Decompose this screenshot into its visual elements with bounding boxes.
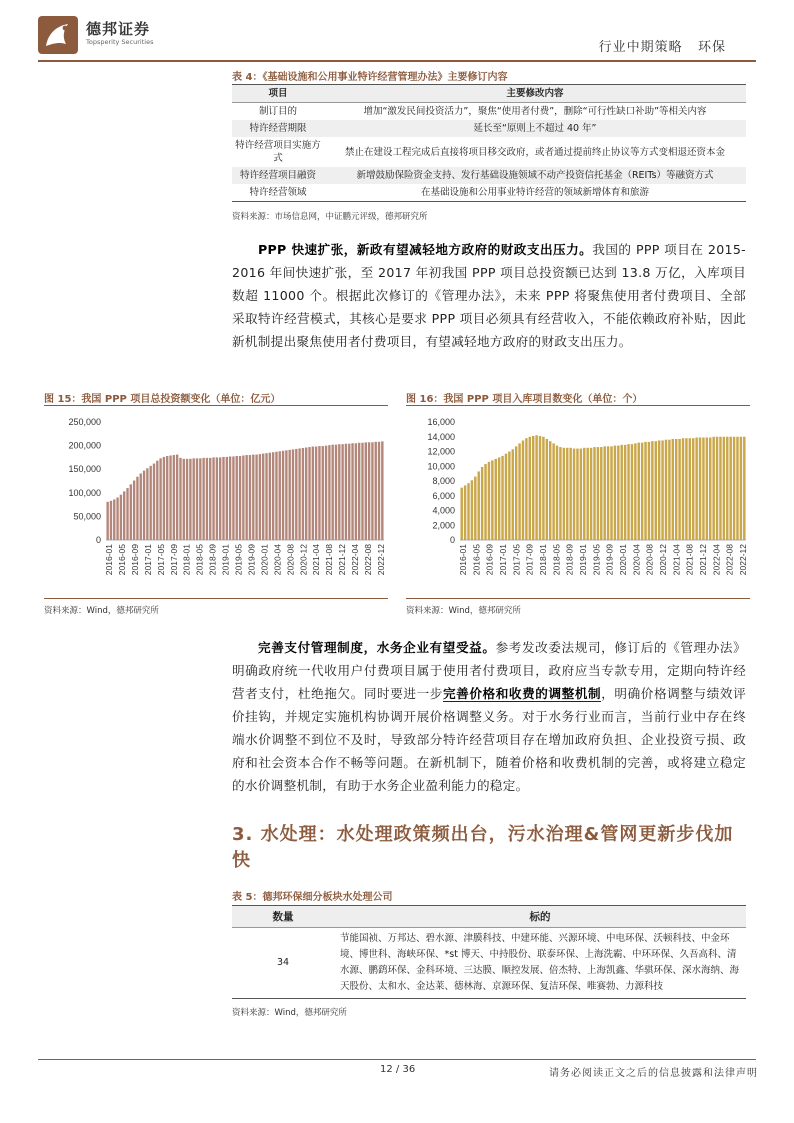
fig15-bar xyxy=(153,464,155,540)
fig15-bar xyxy=(255,455,257,540)
fig15-bar xyxy=(226,457,228,540)
fig16-x-tick: 2016-01 xyxy=(458,544,468,576)
fig16-bar xyxy=(495,459,497,540)
fig15-bar xyxy=(368,442,370,540)
fig16-bar xyxy=(484,464,486,540)
page-number: 12 / 36 xyxy=(380,1064,416,1075)
fig16-bar xyxy=(590,448,592,540)
fig15-bar xyxy=(143,471,145,540)
fig16-bar xyxy=(689,438,691,540)
fig15-x-tick: 2018-09 xyxy=(207,544,218,576)
fig15-bar xyxy=(146,468,148,540)
fig16-bar xyxy=(672,439,674,540)
fig15-x-tick: 2021-08 xyxy=(324,544,335,576)
fig15-chart xyxy=(44,410,388,595)
fig16-x-tick: 2019-01 xyxy=(578,544,588,576)
fig16-bar xyxy=(661,440,663,540)
fig15-bar xyxy=(292,449,294,540)
fig16-x-tick: 2019-05 xyxy=(591,544,602,576)
fig15-bar xyxy=(252,455,254,540)
fig16-bar xyxy=(695,437,697,540)
fig15-bar xyxy=(308,447,310,540)
table5-count: 34 xyxy=(232,928,334,999)
fig15-bar xyxy=(206,458,208,540)
fig15-x-tick: 2022-12 xyxy=(376,544,386,576)
fig15-x-tick: 2020-08 xyxy=(285,544,296,576)
fig15-y-tick: 0 xyxy=(95,535,101,545)
fig16-bar xyxy=(600,447,602,540)
fig15-bar xyxy=(341,444,343,540)
fig15-bar xyxy=(183,459,185,540)
fig15-bar xyxy=(328,445,330,540)
fig16-bar xyxy=(610,446,612,540)
fig16-bar xyxy=(685,438,687,540)
fig16-bar xyxy=(583,448,585,540)
fig15-bar xyxy=(315,447,317,540)
table4-header-content: 主要修改内容 xyxy=(324,85,746,103)
table-row xyxy=(232,137,746,167)
fig16-bar xyxy=(488,462,490,540)
fig15-x-tick: 2017-05 xyxy=(155,544,166,576)
fig15-x-tick: 2018-01 xyxy=(181,544,192,576)
fig15-bar xyxy=(242,456,244,540)
fig15-bar xyxy=(173,455,175,540)
fig16-bar xyxy=(512,449,514,540)
fig15-y-tick: 150,000 xyxy=(68,464,101,475)
fig16-bar xyxy=(726,437,728,540)
table-cell: 特许经营期限 xyxy=(232,120,324,137)
table5-header-count: 数量 xyxy=(232,906,334,928)
fig15-x-tick: 2021-12 xyxy=(337,544,348,576)
table-cell: 特许经营领域 xyxy=(232,184,324,202)
fig15-x-tick: 2018-05 xyxy=(194,544,205,576)
fig16-bar xyxy=(692,438,694,540)
fig16-bar xyxy=(678,439,680,540)
paragraph-payment-text2: ，明确价格调整与绩效评价挂钩，并规定实施机构协调开展价格调整义务。对于水务行业而言，当前行业中存在终端水价调整不到位不及时，导致部分特许经营项目存在增加政府负担、企业投资亏损、政府和社会资本合作不畅等问题。在新机制下，随着价格和收费机制的完善，或将建立稳定的水价调整机制，有助于水务企业盈利能力的稳定。 xyxy=(232,686,746,793)
paragraph-payment-emphasis: 完善价格和收费的调整机制 xyxy=(442,686,602,701)
fig15-bar xyxy=(209,458,211,540)
table4-header-item: 项目 xyxy=(232,85,324,103)
fig15-y-tick: 50,000 xyxy=(73,511,101,522)
fig16-bar xyxy=(549,441,551,540)
fig16-bar xyxy=(729,437,731,540)
fig15-bar xyxy=(285,450,287,540)
fig16-x-tick: 2017-01 xyxy=(498,544,508,576)
fig16-bar xyxy=(569,448,571,540)
fig16-x-tick: 2021-08 xyxy=(684,544,695,576)
fig16-bar xyxy=(733,437,735,540)
fig16-bar xyxy=(515,446,517,540)
fig15-x-tick: 2022-04 xyxy=(350,544,361,576)
fig16-bar xyxy=(665,440,667,540)
table5-source: 资料来源：Wind，德邦研究所 xyxy=(232,1008,347,1018)
fig16-x-tick: 2018-01 xyxy=(538,544,548,576)
fig15-bar xyxy=(232,456,234,540)
fig15-bar xyxy=(236,456,238,540)
table5-header-targets: 标的 xyxy=(334,906,746,928)
fig15-bar xyxy=(140,473,142,540)
report-header xyxy=(599,36,726,55)
fig16-bar xyxy=(556,446,558,540)
fig16-bar xyxy=(542,437,544,540)
fig15-bar xyxy=(113,499,115,540)
fig15-bar xyxy=(219,457,221,540)
fig15-bar xyxy=(375,442,377,540)
fig15-x-tick: 2020-01 xyxy=(259,544,270,576)
fig15-bar xyxy=(199,458,201,540)
fig16-bar xyxy=(709,437,711,540)
fig15-x-tick: 2016-09 xyxy=(129,544,140,576)
fig15-bar xyxy=(371,442,373,540)
fig16-bar xyxy=(624,445,626,540)
fig15-source: 资料来源：Wind，德邦研究所 xyxy=(44,606,159,616)
fig16-bar xyxy=(716,437,718,540)
fig16-x-tick: 2016-09 xyxy=(484,544,495,576)
fig16-bar xyxy=(580,449,582,540)
fig15-bar xyxy=(381,441,383,540)
fig15-bar xyxy=(365,442,367,540)
section-heading: 3. 水处理：水处理政策频出台，污水治理&管网更新步伐加快 xyxy=(232,824,734,871)
fig15-bar xyxy=(159,458,161,540)
fig16-bar xyxy=(682,438,684,540)
fig15-x-tick: 2022-08 xyxy=(363,544,373,576)
table4-source: 资料来源：市场信息网，中证鹏元评级，德邦研究所 xyxy=(232,212,428,222)
fig16-bar xyxy=(559,447,561,540)
fig16-bar xyxy=(668,440,670,540)
fig16-bar xyxy=(522,440,524,540)
fig15-bar xyxy=(202,458,204,540)
fig15-bar xyxy=(302,448,304,540)
fig15-y-tick: 200,000 xyxy=(68,440,101,451)
fig15-x-tick: 2021-04 xyxy=(311,544,322,576)
fig16-bar xyxy=(491,460,493,540)
fig16-x-tick: 2022-12 xyxy=(738,544,748,576)
fig15-bar xyxy=(288,450,290,540)
table-cell: 禁止在建设工程完成后直接将项目移交政府，或者通过提前终止协议等方式变相退还资本金 xyxy=(344,146,725,158)
fig15-bar xyxy=(166,456,168,540)
fig15-y-tick: 250,000 xyxy=(68,417,101,427)
fig16-y-tick: 14,000 xyxy=(427,431,455,442)
fig16-bar xyxy=(719,437,721,540)
fig15-x-tick: 2017-09 xyxy=(168,544,179,576)
fig16-bar xyxy=(658,440,660,540)
fig15-bar xyxy=(282,451,284,540)
table5-companies: 节能国祯、万邦达、碧水源、津膜科技、中建环能、兴源环境、中电环保、沃顿科技、中金环境、博世科、海峡环保、*st 博天、中持股份、联泰环保、上海洗霸、中环环保、久吾高科、清水源、鹏鹞环保、金科环境、三达膜、顺控发展、倍杰特、上海凯鑫、华骐环保、深水海纳、海天股份、太和水、金达莱、德林海、京源环保、复洁环保、唯赛勃、力源科技 xyxy=(334,928,746,999)
fig15-bar xyxy=(272,452,274,540)
table-cell: 新增鼓励保险资金支持、发行基础设施领域不动产投资信托基金（REITs）等融资方式 xyxy=(324,167,746,184)
fig15-bar xyxy=(298,448,300,540)
fig16-title-rule xyxy=(406,405,750,406)
fig16-bar xyxy=(529,437,531,540)
fig15-title-rule xyxy=(44,405,388,406)
table-row xyxy=(232,928,746,999)
fig16-bar xyxy=(481,467,483,540)
fig15-bar xyxy=(318,446,320,540)
fig16-bar xyxy=(603,446,605,540)
fig16-bar xyxy=(699,437,701,540)
paragraph-payment-text1: 参考发改委法规司，修订后的《管理办法》明确政府统一代收用户付费项目属于使用者付费项目，政府应当专款专用，定期向特许经营者支付，杜绝拖欠。同时要进一步 xyxy=(232,640,747,701)
fig16-bar xyxy=(712,437,714,540)
fig15-bar xyxy=(279,451,281,540)
fig15-bar xyxy=(149,466,151,540)
fig15-bar xyxy=(335,445,337,540)
fig15-bar xyxy=(305,447,307,540)
fig16-bar xyxy=(518,443,520,540)
report-sector: 环保 xyxy=(697,40,726,55)
fig15-bar xyxy=(212,457,214,540)
fig15-bar xyxy=(169,456,171,540)
table-cell: 特许经营项目融资 xyxy=(232,167,324,184)
fig16-x-tick: 2020-01 xyxy=(618,544,628,576)
fig16-bar xyxy=(474,477,476,540)
fig15-bar xyxy=(193,458,195,540)
fig16-bar xyxy=(464,485,466,540)
fig15-bar xyxy=(120,495,122,540)
fig16-bar xyxy=(634,443,636,540)
table-row xyxy=(232,167,746,184)
fig16-bar xyxy=(460,488,462,540)
fig15-source-rule xyxy=(44,598,388,599)
fig15-bar xyxy=(126,488,128,540)
paragraph-ppp xyxy=(232,238,746,353)
fig16-x-tick: 2019-09 xyxy=(604,544,615,576)
fig16-bar xyxy=(614,446,616,540)
fig16-x-tick: 2021-04 xyxy=(671,544,682,576)
fig16-bar xyxy=(573,449,575,540)
fig16-bar xyxy=(566,448,568,540)
fig15-title: 图 15：我国 PPP 项目总投资额变化（单位：亿元） xyxy=(44,394,281,405)
fig15-bar xyxy=(295,449,297,540)
fig16-source: 资料来源：Wind，德邦研究所 xyxy=(406,606,521,616)
fig16-bar xyxy=(621,445,623,540)
fig16-bar xyxy=(648,442,650,540)
fig15-bar xyxy=(116,498,118,540)
fig16-bar xyxy=(467,483,469,540)
fig16-bar xyxy=(597,447,599,540)
fig16-x-tick: 2020-04 xyxy=(631,544,642,576)
fig15-bar xyxy=(259,454,261,540)
footer-divider xyxy=(38,1059,756,1060)
fig16-bar xyxy=(607,446,609,540)
fig16-bar xyxy=(563,448,565,540)
fig16-x-tick: 2018-05 xyxy=(551,544,562,576)
company-name-en: Topsperity Securities xyxy=(86,38,154,46)
report-type: 行业中期策略 xyxy=(598,40,683,55)
fig15-bar xyxy=(123,491,125,540)
fig15-bar xyxy=(325,446,327,540)
table4-caption: 表 4：《基础设施和公用事业特许经营管理办法》主要修订内容 xyxy=(232,72,508,83)
fig15-bar xyxy=(262,454,264,540)
fig15-bar xyxy=(378,442,380,540)
fig15-bar xyxy=(196,458,198,540)
table-cell: 增加“激发民间投资活力”，聚焦“使用者付费”，删除“可行性缺口补助”等相关内容 xyxy=(363,106,707,117)
fig16-x-tick: 2016-05 xyxy=(471,544,482,576)
fig16-x-tick: 2018-09 xyxy=(564,544,575,576)
fig15-bar xyxy=(156,461,158,540)
fig16-bar xyxy=(655,441,657,540)
fig15-bar xyxy=(312,447,314,540)
fig16-bar xyxy=(651,441,653,540)
fig15-bar xyxy=(110,501,112,540)
header-divider xyxy=(38,60,756,62)
fig16-bar xyxy=(675,439,677,540)
table-cell: 制订目的 xyxy=(258,106,297,117)
fig16-x-tick: 2020-12 xyxy=(658,544,668,576)
fig15-bar xyxy=(222,457,224,540)
fig16-bar xyxy=(546,439,548,540)
fig15-bar xyxy=(275,452,277,540)
fig16-y-tick: 0 xyxy=(449,535,455,545)
fig16-x-tick: 2020-08 xyxy=(644,544,655,576)
fig15-bar xyxy=(229,456,231,540)
fig16-y-tick: 8,000 xyxy=(432,476,455,486)
fig16-bar xyxy=(508,452,510,541)
fig16-bar xyxy=(532,436,534,540)
fig15-bar xyxy=(136,477,138,540)
fig15-bar xyxy=(332,445,334,540)
fig15-bar xyxy=(361,443,363,540)
fig16-bar xyxy=(702,437,704,540)
fig16-y-tick: 6,000 xyxy=(432,490,455,501)
fig16-x-tick: 2021-12 xyxy=(698,544,708,576)
fig15-bar xyxy=(189,459,191,540)
fig15-bar xyxy=(239,456,241,540)
fig15-x-tick: 2020-12 xyxy=(298,544,309,576)
fig16-bar xyxy=(638,443,640,540)
fig16-bar xyxy=(586,448,588,540)
fig15-bar xyxy=(338,444,340,540)
table5-caption: 表 5：德邦环保细分板块水处理公司 xyxy=(232,892,393,903)
footer-disclaimer: 请务必阅读正文之后的信息披露和法律声明 xyxy=(549,1068,758,1079)
fig16-bar xyxy=(576,449,578,540)
fig16-bar xyxy=(617,446,619,540)
fig15-bar xyxy=(179,458,181,540)
fig16-x-tick: 2017-05 xyxy=(511,544,522,576)
fig16-bar xyxy=(478,471,480,540)
fig16-bar xyxy=(552,443,554,540)
fig16-y-tick: 2,000 xyxy=(432,520,455,531)
fig15-x-tick: 2019-05 xyxy=(233,544,244,576)
fig15-y-tick: 100,000 xyxy=(68,487,101,498)
fig16-x-tick: 2022-04 xyxy=(711,544,722,576)
table-row xyxy=(232,103,746,121)
table4 xyxy=(232,84,746,202)
fig16-x-tick: 2017-09 xyxy=(524,544,535,576)
fig15-bar xyxy=(322,446,324,540)
fig16-bar xyxy=(641,443,643,540)
fig16-bar xyxy=(644,442,646,540)
table-cell: 在基础设施和公用事业特许经营的领域新增体育和旅游 xyxy=(324,184,746,202)
fig16-bar xyxy=(593,447,595,540)
fig16-title: 图 16：我国 PPP 项目入库项目数变化（单位：个） xyxy=(406,394,643,405)
fig15-bar xyxy=(345,444,347,540)
paragraph-payment-lead: 完善支付管理制度，水务企业有望受益。 xyxy=(258,640,496,655)
table-row xyxy=(232,184,746,202)
fig16-bar xyxy=(723,437,725,540)
fig16-x-tick: 2022-08 xyxy=(724,544,735,576)
fig15-bar xyxy=(351,443,353,540)
fig16-bar xyxy=(471,480,473,540)
fig15-x-tick: 2016-05 xyxy=(117,544,127,576)
fig16-bar xyxy=(631,444,633,540)
fig15-bar xyxy=(186,459,188,540)
table-cell: 特许经营项目实施方式 xyxy=(235,140,321,164)
fig15-bar xyxy=(133,481,135,540)
fig15-bar xyxy=(176,455,178,540)
fig16-y-tick: 4,000 xyxy=(432,505,455,516)
paragraph-payment xyxy=(232,636,746,797)
fig16-bar xyxy=(539,436,541,540)
fig15-bar xyxy=(106,502,108,540)
fig16-bar xyxy=(505,454,507,540)
fig15-bar xyxy=(249,455,251,540)
fig16-bar xyxy=(740,437,742,540)
table5 xyxy=(232,905,746,999)
paragraph-ppp-lead: PPP 快速扩张，新政有望减轻地方政府的财政支出压力。 xyxy=(258,242,593,257)
fig15-x-tick: 2019-09 xyxy=(246,544,257,576)
fig16-bar xyxy=(743,437,745,540)
company-name: 德邦证券 xyxy=(86,20,151,38)
fig15-bar xyxy=(355,443,357,540)
fig16-bar xyxy=(736,437,738,540)
table-row xyxy=(232,120,746,137)
company-logo xyxy=(38,16,78,54)
fig15-bar xyxy=(358,443,360,540)
paragraph-ppp-text: 我国的 PPP 项目在 2015-2016 年间快速扩张，至 2017 年初我国 PPP 项目总投资额已达到 13.8 万亿，入库项目数超 11000 个。根据此次修订的《管理办法》，未来 PPP 将聚焦使用者付费项目、全部采取特许经营模式，其核心是要求 PPP 项目必须具有经营收入，不能依赖政府补贴，因此新机制提出聚焦使用者付费项目，有望减轻地方政府的财政支出压力。 xyxy=(232,242,746,349)
fig16-chart xyxy=(406,410,750,595)
fig16-bar xyxy=(706,437,708,540)
fig15-bar xyxy=(348,444,350,540)
fig15-bar xyxy=(265,453,267,540)
fig15-bar xyxy=(245,455,247,540)
fig16-bar xyxy=(501,456,503,540)
fig16-y-tick: 12,000 xyxy=(427,446,455,457)
table-cell: 延长至“原则上不超过 40 年” xyxy=(324,120,746,137)
fig15-bar xyxy=(130,484,132,540)
fig15-bar xyxy=(216,457,218,540)
fig16-bar xyxy=(535,435,537,540)
fig15-x-tick: 2019-01 xyxy=(220,544,231,576)
fig15-bar xyxy=(163,457,165,540)
fig16-bar xyxy=(525,438,527,540)
fig16-source-rule xyxy=(406,598,750,599)
fig16-y-tick: 10,000 xyxy=(427,461,455,472)
fig15-x-tick: 2020-04 xyxy=(272,544,283,576)
fig16-bar xyxy=(627,444,629,540)
fig15-x-tick: 2016-01 xyxy=(104,544,114,576)
fig15-x-tick: 2017-01 xyxy=(142,544,153,576)
fig15-bar xyxy=(269,453,271,540)
fig16-bar xyxy=(498,457,500,540)
fig16-y-tick: 16,000 xyxy=(427,417,455,427)
